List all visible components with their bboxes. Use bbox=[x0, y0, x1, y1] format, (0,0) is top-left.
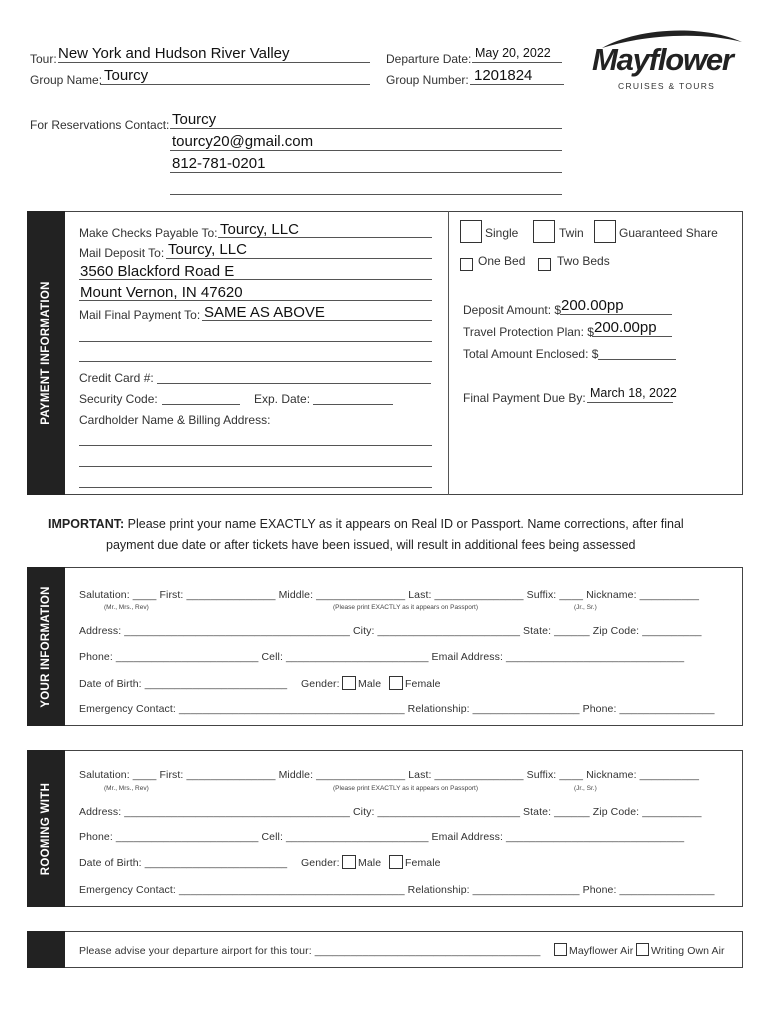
rooming-salutation-hint: (Mr., Mrs., Rev) bbox=[104, 785, 149, 792]
travel-protection-label: Travel Protection Plan: $ bbox=[463, 325, 594, 339]
final-due-label: Final Payment Due By: bbox=[463, 391, 586, 405]
airport-side-bar bbox=[27, 931, 65, 968]
security-label: Security Code: bbox=[79, 392, 158, 406]
rooming-passport-hint: (Please print EXACTLY as it appears on Passport) bbox=[333, 785, 478, 792]
group-number-underline bbox=[470, 84, 564, 85]
your-info-side-bar bbox=[27, 567, 65, 726]
important-line-2: payment due date or after tickets have been issued, will result in additional fees being assessed bbox=[106, 538, 636, 552]
rooming-male-checkbox[interactable] bbox=[342, 855, 356, 869]
tour-value[interactable]: New York and Hudson River Valley bbox=[58, 45, 290, 62]
rooming-female-label: Female bbox=[405, 857, 441, 869]
group-name-underline bbox=[100, 84, 370, 85]
rooming-address-row[interactable]: Address: ______________________________________ City: ________________________ State: ______ Zip Code: __________ bbox=[79, 806, 702, 818]
rooming-side-bar bbox=[27, 750, 65, 907]
rooming-female-checkbox[interactable] bbox=[389, 855, 403, 869]
important-line-1 bbox=[48, 517, 684, 531]
mayflower-air-label: Mayflower Air bbox=[569, 945, 634, 957]
your-dob-field[interactable]: Date of Birth: ________________________ bbox=[79, 678, 288, 690]
writing-own-air-checkbox[interactable] bbox=[636, 943, 649, 956]
final-payment-value[interactable]: SAME AS ABOVE bbox=[204, 304, 325, 321]
final-due-underline bbox=[587, 402, 673, 403]
rooming-dob-field[interactable]: Date of Birth: ________________________ bbox=[79, 857, 288, 869]
total-enclosed-underline[interactable] bbox=[598, 359, 676, 360]
tour-label: Tour: bbox=[30, 52, 57, 66]
your-passport-hint: (Please print EXACTLY as it appears on Passport) bbox=[333, 604, 478, 611]
total-enclosed-label: Total Amount Enclosed: $ bbox=[463, 347, 599, 361]
checks-value[interactable]: Tourcy, LLC bbox=[220, 221, 299, 238]
your-name-row[interactable]: Salutation: ____ First: _______________ Middle: _______________ Last: _______________ Suffix: ____ Nickname: __________ bbox=[79, 589, 700, 601]
airport-label[interactable]: Please advise your departure airport for this tour: ______________________________________ bbox=[79, 945, 541, 957]
contact-line-2[interactable]: tourcy20@gmail.com bbox=[172, 133, 314, 150]
final-payment-underline-2 bbox=[79, 341, 432, 342]
group-number-label: Group Number: bbox=[386, 73, 469, 87]
exp-label: Exp. Date: bbox=[254, 392, 311, 406]
rooming-name-row[interactable]: Salutation: ____ First: _______________ Middle: _______________ Last: _______________ Suffix: ____ Nickname: __________ bbox=[79, 769, 700, 781]
one-bed-label: One Bed bbox=[478, 254, 526, 268]
your-salutation-hint: (Mr., Mrs., Rev) bbox=[104, 604, 149, 611]
departure-value[interactable]: May 20, 2022 bbox=[475, 46, 551, 60]
logo-tagline: CRUISES & TOURS bbox=[618, 81, 716, 91]
payment-divider bbox=[448, 211, 449, 495]
one-bed-checkbox[interactable] bbox=[460, 258, 473, 271]
guaranteed-share-checkbox[interactable] bbox=[594, 220, 616, 243]
departure-label: Departure Date: bbox=[386, 52, 472, 66]
mayflower-logo bbox=[592, 26, 744, 94]
departure-underline bbox=[472, 62, 562, 63]
final-payment-underline-3 bbox=[79, 361, 432, 362]
address-line-1[interactable]: 3560 Blackford Road E bbox=[80, 263, 235, 280]
single-checkbox[interactable] bbox=[460, 220, 482, 243]
cardholder-underline-1[interactable] bbox=[79, 445, 432, 446]
deposit-to-label: Mail Deposit To: bbox=[79, 246, 165, 260]
final-due-value[interactable]: March 18, 2022 bbox=[590, 386, 677, 400]
checks-label: Make Checks Payable To: bbox=[79, 226, 218, 240]
rooming-male-label: Male bbox=[358, 857, 382, 869]
rooming-side-title: ROOMING WITH bbox=[40, 782, 52, 875]
cardholder-underline-3[interactable] bbox=[79, 487, 432, 488]
writing-own-air-label: Writing Own Air bbox=[651, 945, 725, 957]
mayflower-air-checkbox[interactable] bbox=[554, 943, 567, 956]
deposit-to-underline bbox=[166, 258, 432, 259]
important-text-1: Please print your name EXACTLY as it appears on Real ID or Passport. Name corrections, after final bbox=[124, 517, 684, 531]
contact-line-3[interactable]: 812-781-0201 bbox=[172, 155, 266, 172]
rooming-emergency-row[interactable]: Emergency Contact: ______________________________________ Relationship: __________________ Phone: ________________ bbox=[79, 884, 715, 896]
your-gender-label: Gender: bbox=[301, 678, 340, 690]
your-phone-row[interactable]: Phone: ________________________ Cell: ________________________ Email Address: ______________________________ bbox=[79, 651, 685, 663]
exp-underline[interactable] bbox=[313, 404, 393, 405]
guaranteed-share-label: Guaranteed Share bbox=[619, 226, 718, 240]
card-label: Credit Card #: bbox=[79, 371, 154, 385]
contact-underline-2 bbox=[170, 150, 562, 151]
payment-side-title: PAYMENT INFORMATION bbox=[40, 281, 52, 425]
deposit-to-value[interactable]: Tourcy, LLC bbox=[168, 241, 247, 258]
twin-label: Twin bbox=[559, 226, 584, 240]
contact-label: For Reservations Contact: bbox=[30, 118, 170, 132]
travel-protection-underline bbox=[592, 336, 672, 337]
deposit-amount-value[interactable]: 200.00pp bbox=[561, 297, 624, 314]
contact-underline-1 bbox=[170, 128, 562, 129]
rooming-phone-row[interactable]: Phone: ________________________ Cell: ________________________ Email Address: ______________________________ bbox=[79, 831, 685, 843]
twin-checkbox[interactable] bbox=[533, 220, 555, 243]
your-info-side-title: YOUR INFORMATION bbox=[40, 585, 52, 708]
deposit-amount-label: Deposit Amount: $ bbox=[463, 303, 562, 317]
single-label: Single bbox=[485, 226, 519, 240]
your-address-row[interactable]: Address: ______________________________________ City: ________________________ State: ______ Zip Code: __________ bbox=[79, 625, 702, 637]
card-underline[interactable] bbox=[157, 383, 431, 384]
security-underline[interactable] bbox=[162, 404, 240, 405]
contact-underline-4 bbox=[170, 194, 562, 195]
contact-line-1[interactable]: Tourcy bbox=[172, 111, 217, 128]
your-female-checkbox[interactable] bbox=[389, 676, 403, 690]
cardholder-label: Cardholder Name & Billing Address: bbox=[79, 413, 271, 427]
rooming-gender-label: Gender: bbox=[301, 857, 340, 869]
logo-name: Mayflower bbox=[592, 42, 733, 77]
your-suffix-hint: (Jr., Sr.) bbox=[574, 604, 597, 611]
two-beds-checkbox[interactable] bbox=[538, 258, 551, 271]
your-emergency-row[interactable]: Emergency Contact: ______________________________________ Relationship: __________________ Phone: ________________ bbox=[79, 703, 715, 715]
two-beds-label: Two Beds bbox=[557, 254, 610, 268]
tour-underline bbox=[58, 62, 370, 63]
contact-underline-3 bbox=[170, 172, 562, 173]
address-line-2[interactable]: Mount Vernon, IN 47620 bbox=[80, 284, 243, 301]
group-name-label: Group Name: bbox=[30, 73, 103, 87]
group-number-value[interactable]: 1201824 bbox=[474, 67, 533, 84]
payment-side-bar bbox=[27, 211, 65, 495]
your-female-label: Female bbox=[405, 678, 441, 690]
address-underline-2 bbox=[79, 300, 432, 301]
travel-protection-value[interactable]: 200.00pp bbox=[594, 319, 657, 336]
group-name-value[interactable]: Tourcy bbox=[104, 67, 149, 84]
cardholder-underline-2[interactable] bbox=[79, 466, 432, 467]
your-male-label: Male bbox=[358, 678, 382, 690]
address-underline-1 bbox=[79, 279, 432, 280]
deposit-amount-underline bbox=[560, 314, 672, 315]
your-male-checkbox[interactable] bbox=[342, 676, 356, 690]
important-bold: IMPORTANT: bbox=[48, 517, 125, 531]
rooming-suffix-hint: (Jr., Sr.) bbox=[574, 785, 597, 792]
checks-underline bbox=[218, 237, 432, 238]
final-payment-label: Mail Final Payment To: bbox=[79, 308, 201, 322]
final-payment-underline bbox=[202, 320, 432, 321]
